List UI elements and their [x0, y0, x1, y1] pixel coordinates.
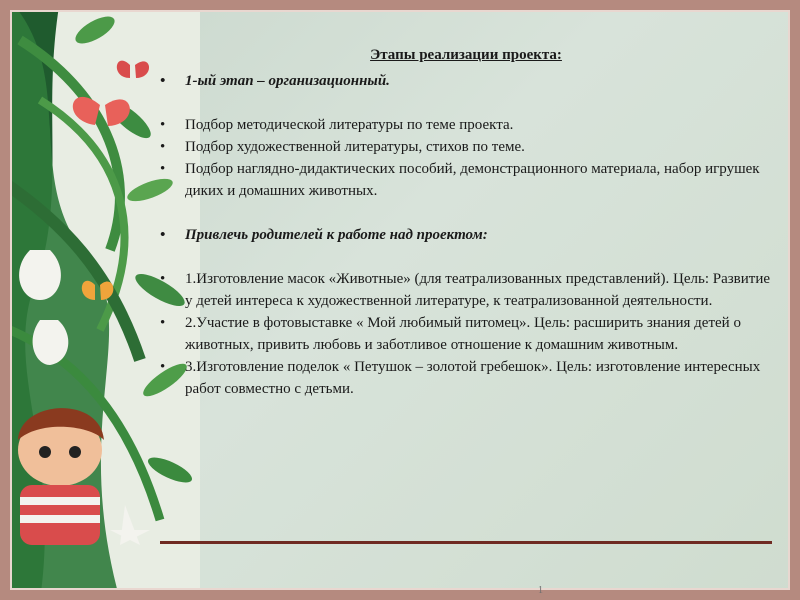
slide-number: 1	[538, 585, 543, 596]
list-item	[160, 312, 772, 356]
bullet: •	[160, 117, 166, 133]
parents-title-item	[160, 224, 772, 246]
list-item	[160, 158, 772, 202]
stage-item-text: Подбор художественной литературы, стихов по теме.	[185, 139, 525, 155]
stage-item-text: Подбор наглядно-дидактических пособий, демонстрационного материала, набор игрушек диких и домашних животных.	[185, 161, 760, 199]
parent-item-text: 1.Изготовление масок «Животные» (для театрализованных представлений). Цель: Развитие у детей интереса к художественной литературе, к театрализованной деятельности.	[185, 271, 771, 309]
bottom-rule	[160, 541, 772, 544]
stage-item-text: Подбор методической литературы по теме проекта.	[185, 117, 514, 133]
slide-heading: Этапы реализации проекта:	[370, 47, 562, 63]
spacer	[160, 92, 772, 114]
spacer	[160, 246, 772, 268]
stage-title: 1-ый этап – организационный.	[185, 73, 390, 89]
parent-item-text: 3.Изготовление поделок « Петушок – золотой гребешок». Цель: изготовление интересных работ совместно с детьми.	[185, 359, 761, 397]
bullet: •	[160, 359, 166, 375]
bullet: •	[160, 227, 166, 243]
bullet: •	[160, 315, 166, 331]
parent-item-text: 2.Участие в фотовыставке « Мой любимый питомец». Цель: расширить знания детей о животных, привить любовь и заботливое отношение к домашним животным.	[185, 315, 741, 353]
bullet: •	[160, 161, 166, 177]
list-item	[160, 356, 772, 400]
bullet: •	[160, 271, 166, 287]
bullet: •	[160, 73, 166, 89]
list-item	[160, 136, 772, 158]
list-item	[160, 114, 772, 136]
slide-content	[160, 44, 772, 400]
parents-title: Привлечь родителей к работе над проектом:	[185, 227, 488, 243]
bullet: •	[160, 139, 166, 155]
stage-title-item	[160, 70, 772, 92]
list-item	[160, 268, 772, 312]
spacer	[160, 202, 772, 224]
